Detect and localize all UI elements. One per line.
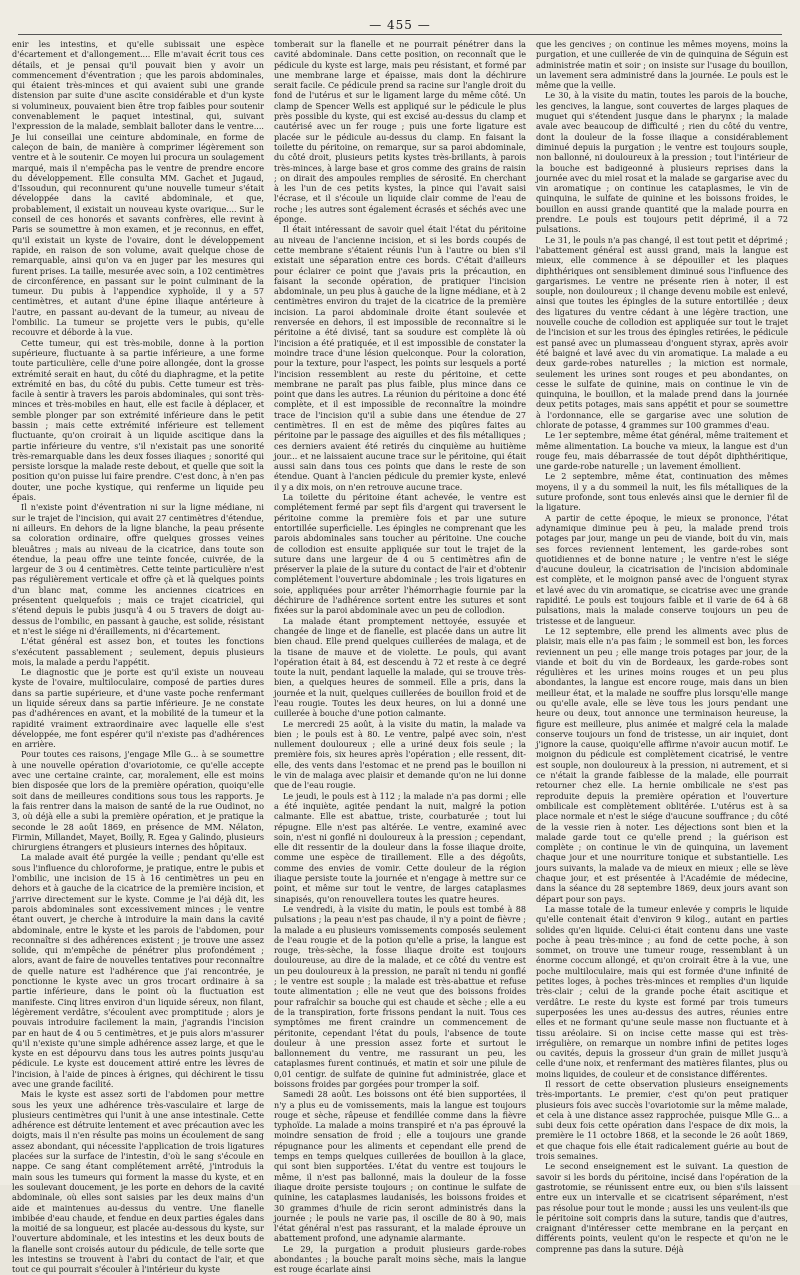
paragraph: Il était intéressant de savoir quel était l'état du péritoine au niveau de l'ancienne incision, et si les bords coupés de cette membrane s'étaient réunis l'un à l'autre ou bien s'il existait une séparation entre ces bords. C'était d'ailleurs pour éclairer ce point que j'avais pris la précaution, en faisant la seconde opération, de pratiquer l'incision abdominale, un peu plus à gauche de la ligne médiane, et à 2 centimètres environ du trajet de la cicatrice de la première incision. La paroi abdominale droite étant soulevée et renversée en dehors, il est impossible de reconnaître si le péritoine a été divisé, tant sa soudure est complète là où l'incision a été pratiquée, et il est impossible de constater la moindre trace d'une lésion quelconque. Pour la coloration, pour la texture, pour l'aspect, les points sur lesquels a porté l'incision ressemblent au reste du péritoine, et cette membrane ne paraît pas plus faible, plus mince dans ce point que dans les autres. La réunion du péritoine a donc été complète, et il est impossible de reconnaître la moindre trace de l'incision qu'il a subie dans une étendue de 27 centimètres. Il en est de même des piqûres faites au péritoine par le passage des aiguilles et des fils métalliques ; ces derniers avaient été retirés du cinquième au huitième jour... et ne laissaient aucune trace sur le péritoine, qui était aussi sain dans tous ces points que dans le reste de son étendue. Quant à l'ancien pédicule du premier kyste, enlevé il y a dix mois, on n'en retrouve aucune trace. xyxy=(274,224,526,492)
paragraph: Le 31, le pouls n'a pas changé, il est tout petit et déprimé ; l'abattement général est aussi grand, mais la langue est mieux, elle commence à se dépouiller et les plaques diphthériques ont sensiblement diminué sous l'influence des gargarismes. Le ventre ne présente rien à noter, il est souple, non douloureux ; il change devenu mobile est enlevé, ainsi que toutes les épingles de la suture entortillée ; deux des ligatures du ventre cédant à une légère traction, une nouvelle couche de collodion est appliquée sur tout le trajet de l'incision et sur les trous des épingles retirées, le pédicule est pansé avec un plumasseau d'onguent styrax, après avoir été baigné et lavé avec du vin aromatique. La malade a eu deux garde-robes naturelles ; la miction est normale, seulement les urines sont rouges et peu abondantes, on cesse le sulfate de quinine, mais on continue le vin de quinquina, le bouillon, et la malade prend dans la journée deux petits potages, mais sans appétit et pour se soumettre à l'ordonnance, elle se gargarise avec une solution de chlorate de potasse, 4 grammes sur 100 grammes d'eau. xyxy=(536,234,788,430)
paragraph: A partir de cette époque, le mieux se prononce, l'état adynamique diminue peu à peu, la malade prend trois potages par jour, mange un peu de viande, boit du vin, mais ses forces reviennent lentement, les garde-robes sont quotidiennes et de bonne nature ; le ventre n'est le siége d'aucune douleur, la cicatrisation de l'incision abdominale est complète, et le moignon pansé avec de l'onguent styrax et lavé avec du vin aromatique, se cicatrise avec une grande rapidité. Le pouls est toujours faible et il varie de 64 à 68 pulsations, mais la malade conserve toujours un peu de tristesse et de langueur. xyxy=(536,512,788,626)
paragraph: Pour toutes ces raisons, j'engage Mlle G... à se soumettre à une nouvelle opération d'ovariotomie, ce qu'elle accepte avec une certaine crainte, car, moralement, elle est moins bien disposée que lors de la première opération, quoiqu'elle soit dans de meilleures conditions sous tous les rapports. Je la fais rentrer dans la maison de santé de la rue Oudinot, no 3, où déjà elle a subi la première opération, et je pratique la seconde le 28 août 1869, en présence de MM. Nélaton, Firmin, Millandet, Mayet, Boilly, R. Egea y Galindo, plusieurs chirurgiens étrangers et plusieurs internes des hôpitaux. xyxy=(12,749,264,853)
paragraph: L'état général est assez bon, et toutes les fonctions s'exécutent passablement ; seulement, depuis plusieurs mois, la malade a perdu l'appétit. xyxy=(12,636,264,667)
paragraph: Il ressort de cette observation plusieurs enseignements très-importants. Le premier, c'est qu'on peut pratiquer plusieurs fois avec succès l'ovariotomie sur la même malade, et cela à une distance assez rapprochée, puisque Mlle G... a subi deux fois cette opération dans l'espace de dix mois, la première le 11 octobre 1868, et la seconde le 26 août 1869, et que chaque fois elle était radicalement guérie au bout de trois semaines. xyxy=(536,1078,788,1162)
paragraph: que les gencives ; on continue les mêmes moyens, moins la purgation, et une cuillerée de vin de quinquina de Séguin est administrée matin et soir ; on insiste sur l'usage du bouillon, un lavement sera administré dans la journée. Le pouls est le même que la veille. xyxy=(536,39,788,91)
paragraph: Samedi 28 août. Les boissons ont été bien supportées, il n'y a plus eu de vomissements, mais la langue est toujours rouge et sèche, râpeuse et fendillée comme dans la fièvre typhoïde. La malade a moins transpiré et n'a pas éprouvé la moindre sensation de froid ; elle a toujours une grande répugnance pour les aliments et cependant elle prend de temps en temps quelques cuillerées de bouillon à la glace, qui sont bien supportées. L'état du ventre est toujours le même, il n'est pas ballonné, mais la douleur de la fosse iliaque droite persiste toujours ; on continue le sulfate de quinine, les cataplasmes laudanisés, les boissons froides et 30 grammes d'huile de ricin seront administrés dans la journée ; le pouls ne varie pas, il oscille de 80 à 90, mais l'état général n'est pas rassurant, et la malade éprouve un abattement profond, une adynamie alarmante. xyxy=(274,1089,526,1244)
paragraph: Le 29, la purgation a produit plusieurs garde-robes abondantes ; la bouche paraît moins sèche, mais la langue est rouge écarlate ainsi xyxy=(274,1243,526,1275)
paragraph: Le 12 septembre, elle prend les aliments avec plus de plaisir, mais elle n'a pas faim ; le sommeil est bon, les forces reviennent un peu ; elle mange trois potages par jour, de la viande et boit du vin de Bordeaux, les garde-robes sont régulières et les urines moins rouges et un peu plus abondantes, la langue est encore rouge, mais dans un bien meilleur état, et la malade ne souffre plus lorsqu'elle mange ou qu'elle avale, elle se lève tous les jours pendant une heure ou deux, tout annonce une terminaison heureuse, la figure est meilleure, plus animée et malgré cela la malade conserve toujours un fond de tristesse, un air inquiet, dont j'ignore la cause, quoiqu'elle affirme n'avoir aucun motif. Le moignon du pédicule est complètement cicatrisé, le ventre est souple, non douloureux à la pression, ni autrement, et si ce n'était la grande faiblesse de la malade, elle pourrait retourner chez elle. La hernie ombilicale ne s'est pas reproduite depuis la première opération et l'ouverture ombilicale est complètement oblitérée. L'utérus est à sa place normale et n'est le siége d'aucune souffrance ; du côté de la vessie rien à noter. Les déjections sont bien et la malade garde tout ce qu'elle prend ; la guérison est complète ; on continue le vin de quinquina, un lavement chaque jour et une nourriture tonique et substantielle. Les jours suivants, la malade va de mieux en mieux ; elle se lève chaque jour, et est présentée à l'Académie de médecine, dans la séance du 28 septembre 1869, deux jours avant son départ pour son pays. xyxy=(536,625,788,904)
text-columns xyxy=(12,39,788,1275)
column-1 xyxy=(12,39,264,1275)
page-header xyxy=(18,8,782,35)
paragraph: La masse totale de la tumeur enlevée y compris le liquide qu'elle contenait était d'environ 9 kilog., autant en parties solides qu'en liquide. Celui-ci était contenu dans une vaste poche à peau très-mince ; au fond de cette poche, à son sommet, on trouve une tumeur rouge, ressemblant à un énorme coccum allongé, et qu'on croirait être à la vue, une poche multiloculaire, mais qui est formée d'une infinité de petites loges, à poches très-minces et remplies d'un liquide très-clair ; celui de la grande poche était ascitique et verdâtre. Le reste du kyste est formé par trois tumeurs superposées les unes au-dessus des autres, réunies entre elles et ne formant qu'une seule masse non fluctuante et à tissu aréolaire. Si on incise cette masse qui est très-irrégulière, on remarque un nombre infini de petites loges ou cavités, depuis la grosseur d'un grain de millet jusqu'à celle d'une noix, et renfermant des matières filantes, plus ou moins liquides, de couleur et de consistance différentes. xyxy=(536,903,788,1079)
paragraph: Le jeudi, le pouls est à 112 ; la malade n'a pas dormi ; elle a été inquiète, agitée pendant la nuit, malgré la potion calmante. Elle est abattue, triste, courbaturée ; tout lui répugne. Elle n'est pas altérée. Le ventre, examiné avec soin, n'est ni gonflé ni douloureux à la pression ; cependant, elle dit ressentir de la douleur dans la fosse iliaque droite, comme une espèce de tiraillement. Elle a des dégoûts, comme des envies de vomir. Cette douleur de la région iliaque persiste toute la journée et n'engage à mettre sur ce point, et même sur tout le ventre, de larges cataplasmes sinapisés, qu'on renouvellera toutes les quatre heures. xyxy=(274,790,526,904)
paragraph: Le 1er septembre, même état général, même traitement et même alimentation. La bouche va mieux, la langue est d'un rouge feu, mais débarrassée de tout dépôt diphthéritique, une garde-robe naturelle ; un lavement émollient. xyxy=(536,430,788,472)
paragraph: La malade étant promptement nettoyée, essuyée et changée de linge et de flanelle, est placée dans un autre lit bien chaud. Elle prend quelques cuillerées de malaga, et de la tisane de mauve et de violette. Le pouls, qui avant l'opération était à 84, est descendu à 72 et reste à ce degré toute la nuit, pendant laquelle la malade, qui se trouve très-bien, a quelques heures de sommeil. Elle a pris, dans la journée et la nuit, quelques cuillerées de bouillon froid et de l'eau rougie. Toutes les deux heures, on lui a donné une cuillerée à bouche d'une potion calmante. xyxy=(274,615,526,719)
paragraph: Le vendredi, à la visite du matin, le pouls est tombé à 88 pulsations ; la peau n'est pas chaude, il n'y a point de fièvre ; la malade a eu plusieurs vomissements composés seulement de l'eau rougie et de la potion qu'elle a prise, la langue est rouge, très-sèche, la fosse iliaque droite est toujours douloureuse, au dire de la malade, et ce côté du ventre est un peu douloureux à la pression, ne paraît ni tendu ni gonflé ; le ventre est souple ; la malade est très-abattue et refuse toute alimentation ; elle ne veut que des boissons froides pour rafraîchir sa bouche qui est chaude et sèche ; elle a eu de la transpiration, forte frissons pendant la nuit. Tous ces symptômes me firent craindre un commencement de péritonite, cependant l'état du pouls, l'absence de toute douleur à une pression assez forte et surtout le ballonnement du ventre, me rassurant un peu, les cataplasmes furent continués, et matin et soir une pilule de 0,01 centigr. de sulfate de quinine fut administrée, glace et boissons froides par gorgées pour tromper la soif. xyxy=(274,903,526,1089)
paragraph: Cette tumeur, qui est très-mobile, donne à la portion supérieure, fluctuante à sa partie inférieure, a une forme toute particulière, celle d'une poire allongée, dont la grosse extrémité serait en haut, du côté du diaphragme, et la petite extrémité en bas, du côté du pubis. Cette tumeur est très-facile à sentir à travers les parois abdominales, qui sont très-minces et très-mobiles en haut, elle est facile à déplacer, et semble plonger par son extrémité inférieure dans le petit bassin ; mais cette extrémité inférieure est tellement fluctuante, qu'on croirait à un liquide ascitique dans la partie inférieure du ventre, s'il n'existait pas une sonorité très-remarquable dans les deux fosses iliaques ; sonorité qui persiste lorsque la malade reste debout, et quelle que soit la position qu'on puisse lui faire prendre. C'est donc, à n'en pas douter, une poche kystique, qui renferme un liquide peu épais. xyxy=(12,337,264,503)
paragraph: Le 30, à la visite du matin, toutes les parois de la bouche, les gencives, la langue, sont couvertes de larges plaques de muguet qui s'étendent jusque dans le pharynx ; la malade avale avec beaucoup de difficulté ; rien du côté du ventre, dont la douleur de la fosse iliaque a considérablement diminué depuis la purgation ; le ventre est toujours souple, non ballonné, ni douloureux à la pression ; tout l'intérieur de la bouche est badigeonné à plusieurs reprises dans la journée avec du miel rosat et la malade se gargarise avec du vin aromatique ; on continue les cataplasmes, le vin de quinquina, le sulfate de quinine et les boissons froides, le bouillon en aussi grande quantité que la malade pourra en prendre. Le pouls est toujours petit déprimé, il a 72 pulsations. xyxy=(536,90,788,235)
paragraph: Le 2 septembre, même état, continuation des mêmes moyens, il y a du sommeil la nuit, les fils métalliques de la suture profonde, sont tous enlevés ainsi que le dernier fil de la ligature. xyxy=(536,471,788,513)
paragraph: Mais le kyste est assez sorti de l'abdomen pour mettre sous les yeux une adhérence très-vasculaire et large de plusieurs centimètres qui l'unit à une anse intestinale. Cette adhérence est détruite lentement et avec précaution avec les doigts, mais il n'en résulte pas moins un écoulement de sang assez abondant, qui nécessite l'application de trois ligatures placées sur la surface de l'intestin, d'où le sang s'écoule en nappe. Ce sang étant complétement arrêté, j'introduis la main sous les tumeurs qui forment la masse du kyste, et en les soulevant doucement, je les porte en dehors de la cavité abdominale, où elles sont saisies par les deux mains d'un aide et maintenues au-dessus du ventre. Une flanelle imbibée d'eau chaude, et fendue en deux parties égales dans la moitié de sa longueur, est placée au-dessous du kyste, sur l'ouverture abdominale, et les intestins et les deux bouts de la flanelle sont croisés autour du pédicule, de telle sorte que les intestins se trouvent à l'abri du contact de l'air, et que tout ce qui pourrait s'écouler à l'intérieur du kyste xyxy=(12,1089,264,1275)
paragraph: Le diagnostic que je porte est qu'il existe un nouveau kyste de l'ovaire, multiloculaire, composé de parties dures dans sa partie supérieure, et d'une vaste poche renfermant un liquide séreux dans sa partie inférieure. Je ne constate pas d'adhérences en avant, et la mobilité de la tumeur et la rapidité vraiment extraordinaire avec laquelle elle s'est développée, me font espérer qu'il n'existe pas d'adhérences en arrière. xyxy=(12,667,264,750)
paragraph: La malade avait été purgée la veille ; pendant qu'elle est sous l'influence du chloroforme, je pratique, entre le pubis et l'ombilic, une incision de 15 à 16 centimètres un peu en dehors et à gauche de la cicatrice de la première incision, et j'arrive directement sur le kyste. Comme je l'ai déjà dit, les parois abdominales sont excessivement minces ; le ventre étant ouvert, je cherche à introduire la main dans la cavité abdominale, entre le kyste et les parois de l'abdomen, pour reconnaître si des adhérences existent ; je trouve une assez solide, qui m'empêche de pénétrer plus profondément ; alors, avant de faire de nouvelles tentatives pour reconnaître de quelle nature est l'adhérence que j'ai rencontrée, je ponctionne le kyste avec un gros trocart ordinaire à sa partie inférieure, dans le point où la fluctuation est manifeste. Cinq litres environ d'un liquide séreux, non filant, légèrement verdâtre, s'écoulent avec promptitude ; alors je pouvais introduire facilement la main, j'agrandis l'incision par en haut de 4 ou 5 centimètres, et je puis alors m'assurer qu'il n'existe qu'une simple adhérence assez large, et que le kyste en est dépourvu dans tous les autres points jusqu'au pédicule. Le kyste est doucement attiré entre les lèvres de l'incision, à l'aide de pinces à érignes, qui déchirent le tissu avec une grande facilité. xyxy=(12,852,264,1089)
page-number: — 455 — xyxy=(369,18,431,32)
paragraph: enir les intestins, et qu'elle subissait une espèce d'écartement et d'allongement.... Elle m'avait écrit tous ces détails, et je pensai qu'il pouvait bien y avoir un commencement d'éventration ; que les parois abdominales, qui étaient très-minces et qui avaient subi une grande distension par suite d'une ascite considérable et d'un kyste si volumineux, pouvaient bien être trop faibles pour soutenir convenablement le paquet intestinal, qui, suivant l'expression de la malade, semblait balloter dans le ventre.... Je lui conseillai une ceinture abdominale, en forme de caleçon de bain, de manière à comprimer légèrement son ventre et à le soutenir. Ce moyen lui procura un soulagement marqué, mais il n'empêcha pas le ventre de prendre encore du développement. Elle consulta MM. Gachet et Jugaud, d'Issoudun, qui reconnurent qu'une nouvelle tumeur s'était développée dans la cavité abdominale, et que, probablement, il existait un nouveau kyste ovarique.... Sur le conseil de ces honorés et savants confrères, elle revint à Paris se soumettre à mon examen, et je reconnus, en effet, qu'il existait un kyste de l'ovaire, dont le développement rapide, en raison de son volume, avait quelque chose de remarquable, ainsi qu'on va en juger par les mesures qui furent prises. La taille, mesurée avec soin, a 102 centimètres de circonférence, en passant sur le point culminant de la tumeur. Du pubis à l'appendice xyphoïde, il y a 57 centimètres, et autant d'une épine iliaque antérieure à l'autre, en passant au-devant de la tumeur, au niveau de l'ombilic. La tumeur se projette vers le pubis, qu'elle recouvre et déborde à la vue. xyxy=(12,39,264,338)
column-3 xyxy=(536,39,788,1275)
column-2 xyxy=(274,39,526,1275)
paragraph: tomberait sur la flanelle et ne pourrait pénétrer dans la cavité abdominale. Dans cette position, on reconnaît que le pédicule du kyste est large, mais peu résistant, et formé par une membrane large et épaisse, mais dont la déchirure serait facile. Ce pédicule prend sa racine sur l'angle droit du fond de l'utérus et sur le ligament large du même côté. Un clamp de Spencer Wells est appliqué sur le pédicule le plus près possible du kyste, qui est excisé au-dessus du clamp et cautérisé avec un fer rouge ; puis une forte ligature est placée sur le pédicule au-dessus du clamp. En faisant la toilette du péritoine, on remarque, sur sa paroi abdominale, du côté droit, plusieurs petits kystes très-brillants, à parois très-minces, à large base et gros comme des grains de raisin ; on dirait des ampoules remplies de sérosité. En cherchant à les l'un de ces petits kystes, la pince qui l'avait saisi l'écrase, et il s'écoule un liquide clair comme de l'eau de roche ; les autres sont également écrasés et séchés avec une éponge. xyxy=(274,39,526,225)
paragraph: Il n'existe point d'éventration ni sur la ligne médiane, ni sur le trajet de l'incision, qui avait 27 centimètres d'étendue, ni ailleurs. En dehors de la ligne blanche, la peau présente sa coloration ordinaire, offre quelques grosses veines bleuâtres ; mais au niveau de la cicatrice, dans toute son étendue, la peau offre une teinte foncée, cuivrée, de la largeur de 3 ou 4 centimètres. Cette teinte particulière n'est pas régulièrement verticale et offre çà et là quelques points d'un blanc mat, comme les anciennes cicatrices en présentent quelquefois ; mais ce trajet cicatriciel, qui s'étend depuis le pubis jusqu'à 4 ou 5 travers de doigt au-dessus de l'ombilic, en passant à gauche, est solide, résistant et n'est le siége ni d'éraillements, ni d'écartement. xyxy=(12,502,264,636)
paragraph: Le mercredi 25 août, à la visite du matin, la malade va bien ; le pouls est à 80. Le ventre, palpé avec soin, n'est nullement douloureux ; elle a uriné deux fois seule ; la première fois, six heures après l'opération ; elle ressent, dit-elle, des vents dans l'estomac et ne prend pas le bouillon ni le vin de malaga avec plaisir et demande qu'on ne lui donne que de l'eau rougie. xyxy=(274,718,526,791)
paragraph: Le second enseignement est le suivant. La question de savoir si les bords du péritoine, incisé dans l'opération de la gastrotomie, se réunissent entre eux, ou bien s'ils laissent entre eux un intervalle et se cicatrisent séparément, n'est pas résolue pour tout le monde ; aussi les uns veulent-ils que le péritoine soit compris dans la suture, tandis que d'autres, craignant d'intéresser cette membrane en la perçant en différents points, veulent qu'on le respecte et qu'on ne le comprenne pas dans la suture. Déjà xyxy=(536,1161,788,1254)
paragraph: La toilette du péritoine étant achevée, le ventre est complétement fermé par sept fils d'argent qui traversent le péritoine comme la première fois et par une suture entortillée superficielle. Les épingles ne comprenant que les parois abdominales sans toucher au péritoine. Une couche de collodion est ensuite appliquée sur tout le trajet de la suture dans une largeur de 4 ou 5 centimètres afin de préserver la plaie de la suture du contact de l'air et d'obtenir complétement l'ouverture abdominale ; les trois ligatures en soie, appliquées pour arrêter l'hémorrhagie fournie par la déchirure de l'adhérence sortent entre les sutures et sont fixées sur la paroi abdominale avec un peu de collodion. xyxy=(274,492,526,616)
